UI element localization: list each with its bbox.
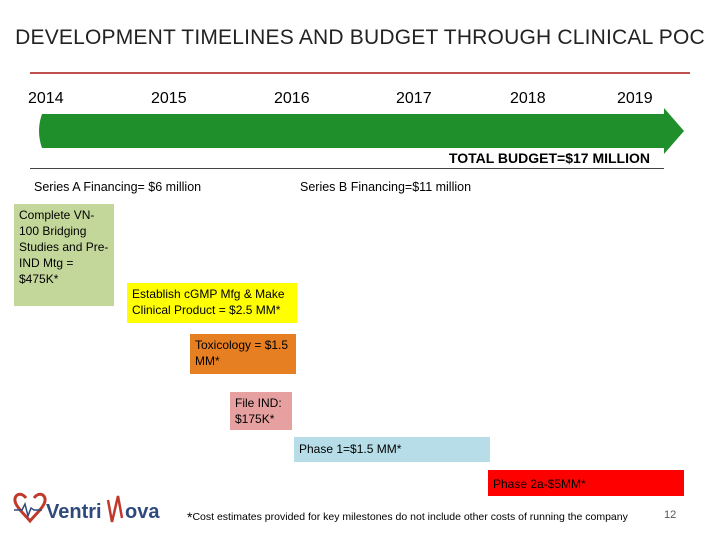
total-budget: TOTAL BUDGET=$17 MILLION — [448, 150, 650, 166]
page-number: 12 — [664, 509, 677, 521]
milestone-toxicology: Toxicology = $1.5 MM* — [190, 334, 296, 374]
slide-title: DEVELOPMENT TIMELINES AND BUDGET THROUGH CLINICAL POC — [15, 26, 705, 49]
year-label: 2015 — [151, 90, 187, 107]
series-b-financing: Series B Financing=$11 million — [300, 180, 472, 194]
title-rule — [30, 72, 690, 74]
logo-text-right: ova — [125, 501, 160, 523]
year-label: 2016 — [274, 90, 310, 107]
year-label: 2018 — [510, 90, 546, 107]
year-label: 2017 — [396, 90, 432, 107]
milestone-phase-2a: Phase 2a-$5MM* — [488, 470, 684, 496]
milestone-bridging-studies: Complete VN-100 Bridging Studies and Pre-IND Mtg = $475K* — [14, 204, 114, 306]
budget-rule — [30, 168, 664, 169]
ventrinova-logo — [12, 488, 182, 534]
milestone-file-ind: File IND: $175K* — [230, 392, 292, 430]
footnote — [187, 509, 628, 525]
milestone-cgmp-manufacturing: Establish cGMP Mfg & Make Clinical Product = $2.5 MM* — [127, 283, 297, 323]
milestone-phase-1: Phase 1=$1.5 MM* — [294, 437, 490, 462]
series-a-financing: Series A Financing= $6 million — [34, 180, 202, 194]
footnote-text: Cost estimates provided for key milestones do not include other costs of running the company — [192, 511, 628, 523]
year-label: 2014 — [28, 90, 64, 107]
logo-text-left: Ventri — [46, 501, 102, 523]
footnote-star: * — [187, 509, 193, 525]
year-label: 2019 — [617, 90, 653, 107]
